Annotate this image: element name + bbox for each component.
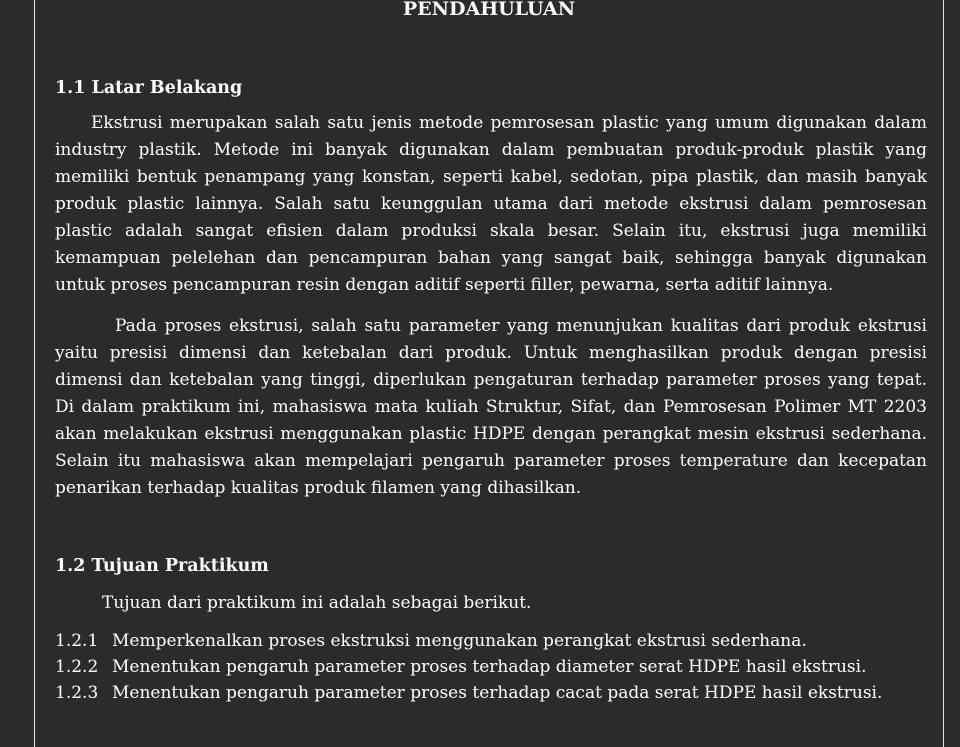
objectives-intro: Tujuan dari praktikum ini adalah sebagai berikut.: [102, 593, 532, 613]
paragraph-latar-belakang-1: [55, 110, 927, 299]
section-heading-text: 1.1 Latar Belakang: [55, 78, 243, 98]
paragraph-text: Pada proses ekstrusi, salah satu parameter yang menunjukan kualitas dari produk ekstrusi yaitu presisi dimensi dan ketebalan dari produk. Untuk menghasilkan produk dengan presisi dimensi dan ketebalan yang tinggi, diperlukan pengaturan terhadap parameter proses yang tepat. Di dalam praktikum ini, mahasiswa mata kuliah Struktur, Sifat, dan Pemrosesan Polimer MT 2203 akan melakukan ekstrusi menggunakan plastic HDPE dengan perangkat mesin ekstrusi sederhana. Selain itu mahasiswa akan mempelajari pengaruh parameter proses temperature dan kecepatan penarikan terhadap kualitas produk filamen yang dihasilkan.: [55, 316, 927, 498]
list-item-text: Menentukan pengaruh parameter proses terhadap diameter serat HDPE hasil ekstrusi.: [112, 657, 867, 677]
document-page: [34, 0, 944, 747]
list-item-text: Menentukan pengaruh parameter proses terhadap cacat pada serat HDPE hasil ekstrusi.: [112, 683, 883, 703]
list-item-number: 1.2.3: [55, 683, 99, 703]
list-item: [55, 654, 927, 680]
list-item-number: 1.2.1: [55, 631, 99, 651]
list-item-text: Memperkenalkan proses ekstruksi menggunakan perangkat ekstrusi sederhana.: [112, 631, 807, 651]
objectives-list: [55, 628, 927, 706]
paragraph-latar-belakang-2: [55, 313, 927, 502]
chapter-title: PENDAHULUAN: [402, 0, 576, 20]
list-item: [55, 628, 927, 654]
section-heading-text: 1.2 Tujuan Praktikum: [55, 556, 269, 576]
paragraph-text: Ekstrusi merupakan salah satu jenis metode pemrosesan plastic yang umum digunakan dalam industry plastik. Metode ini banyak digunakan dalam pembuatan produk-produk plastik yang memiliki bentuk penampang yang konstan, seperti kabel, sedotan, pipa plastik, dan masih banyak produk plastic lainnya. Salah satu keunggulan utama dari metode ekstrusi dalam pemrosesan plastic adalah sangat efisien dalam produksi skala besar. Selain itu, ekstrusi juga memiliki kemampuan pelelehan dan pencampuran bahan yang sangat baik, sehingga banyak digunakan untuk proses pencampuran resin dengan aditif seperti filler, pewarna, serta aditif lainnya.: [55, 113, 927, 295]
section-heading-latar-belakang: [55, 76, 927, 100]
list-item: [55, 680, 927, 706]
section-heading-tujuan-praktikum: [55, 554, 927, 578]
list-item-number: 1.2.2: [55, 657, 99, 677]
